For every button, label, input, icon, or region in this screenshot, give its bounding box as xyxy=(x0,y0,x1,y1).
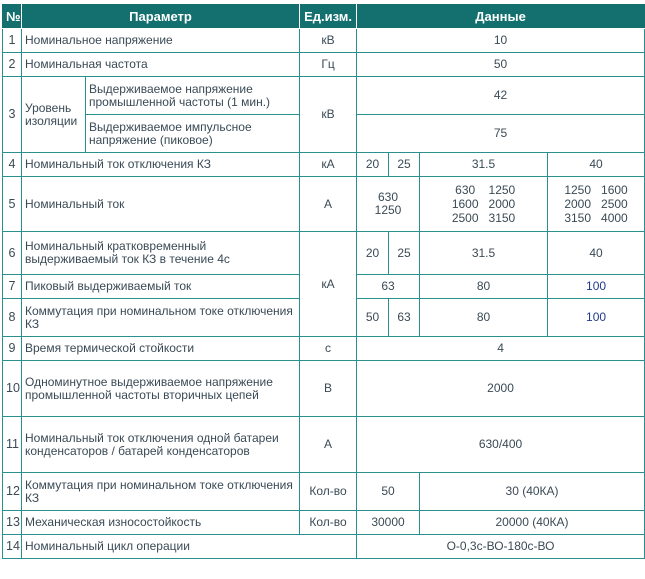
row-param: Номинальная частота xyxy=(22,53,300,77)
row-unit: кА xyxy=(300,153,357,177)
row-unit: А xyxy=(300,177,357,232)
row-num: 13 xyxy=(3,511,22,535)
row-value: 20000 (40КА) xyxy=(420,511,645,535)
current-value: 2500 xyxy=(451,210,479,225)
row-param: Коммутация при номинальном токе отключения КЗ xyxy=(22,473,300,511)
table-row xyxy=(3,29,645,53)
current-value: 3150 xyxy=(564,210,592,225)
header-unit: Ед.изм. xyxy=(300,5,357,29)
row-unit: Гц xyxy=(300,53,357,77)
row-value: 100 xyxy=(548,299,645,337)
row-param: Номинальный ток отключения КЗ xyxy=(22,153,300,177)
row-value: 31.5 xyxy=(420,232,548,275)
row-param: Номинальный ток отключения одной батареи конденсаторов / батарей конденсаторов xyxy=(22,417,300,473)
row-num: 5 xyxy=(3,177,22,232)
row-param: Механическая износостойкость xyxy=(22,511,300,535)
row-unit: Кол-во xyxy=(300,473,357,511)
row-param: Одноминутное выдерживаемое напряжение промышленной частоты вторичных цепей xyxy=(22,361,300,417)
current-value: 1250 xyxy=(374,203,402,217)
row-value: 40 xyxy=(548,153,645,177)
current-value: 630 xyxy=(455,182,476,197)
row-value: 25 xyxy=(389,153,420,177)
current-value: 3150 xyxy=(488,210,516,225)
row-value: 100 xyxy=(548,275,645,299)
row-value: 50 xyxy=(357,473,420,511)
row-value: 63 xyxy=(389,299,420,337)
row-value: 4 xyxy=(357,337,645,361)
row-value: 63 xyxy=(357,275,420,299)
row-value: 30000 xyxy=(357,511,420,535)
row-value: 10 xyxy=(357,29,645,53)
row-num: 8 xyxy=(3,299,22,337)
row-num: 1 xyxy=(3,29,22,53)
table-row xyxy=(3,77,645,115)
row-param: Номинальное напряжение xyxy=(22,29,300,53)
spec-table xyxy=(2,4,645,559)
table-row xyxy=(3,232,645,275)
row-subparam: Выдерживаемое импульсное напряжение (пиковое) xyxy=(86,115,300,153)
row-value: 2000 xyxy=(357,361,645,417)
row-value: 20 xyxy=(357,232,389,275)
current-value: 2500 xyxy=(601,196,628,211)
row-value: 80 xyxy=(420,299,548,337)
row-value: 25 xyxy=(389,232,420,275)
table-row xyxy=(3,53,645,77)
current-value: 2000 xyxy=(488,196,516,211)
current-value: 630 xyxy=(378,190,399,204)
header-data: Данные xyxy=(357,5,645,29)
row-value: 80 xyxy=(420,275,548,299)
table-row xyxy=(3,473,645,511)
current-value: 1250 xyxy=(564,182,592,197)
row-subparam: Выдерживаемое напряжение промышленной частоты (1 мин.) xyxy=(86,77,300,115)
row-unit: кВ xyxy=(300,77,357,153)
row-param: Пиковый выдерживаемый ток xyxy=(22,275,300,299)
row-num: 12 xyxy=(3,473,22,511)
row-value: 42 xyxy=(357,77,645,115)
row-param: Время термической стойкости xyxy=(22,337,300,361)
header-num: № xyxy=(3,5,22,29)
table-row xyxy=(3,417,645,473)
row-value: 20 xyxy=(357,153,389,177)
row-value-group xyxy=(548,177,645,232)
table-row xyxy=(3,361,645,417)
row-value: 75 xyxy=(357,115,645,153)
table-row xyxy=(3,337,645,361)
row-value: 30 (40КА) xyxy=(420,473,645,511)
current-value: 1600 xyxy=(601,182,628,197)
row-param: Номинальный цикл операции xyxy=(22,535,357,559)
table-row xyxy=(3,535,645,559)
row-value: 50 xyxy=(357,53,645,77)
row-num: 7 xyxy=(3,275,22,299)
row-param: Коммутация при номинальном токе отключения КЗ xyxy=(22,299,300,337)
row-num: 14 xyxy=(3,535,22,559)
header-param: Параметр xyxy=(22,5,300,29)
table-header-row xyxy=(3,5,645,29)
current-value: 4000 xyxy=(601,210,628,225)
row-value-group xyxy=(420,177,548,232)
row-unit: кА xyxy=(300,232,357,337)
row-num: 10 xyxy=(3,361,22,417)
row-value: 50 xyxy=(357,299,389,337)
current-value: 1250 xyxy=(488,182,516,197)
table-row xyxy=(3,177,645,232)
row-param: Номинальный ток xyxy=(22,177,300,232)
row-num: 11 xyxy=(3,417,22,473)
row-unit: Кол-во xyxy=(300,511,357,535)
current-value: 1600 xyxy=(451,196,479,211)
row-value: 31.5 xyxy=(420,153,548,177)
row-param: Уровень изоляции xyxy=(22,77,86,153)
row-num: 6 xyxy=(3,232,22,275)
row-unit: В xyxy=(300,361,357,417)
row-unit: с xyxy=(300,337,357,361)
current-value: 2000 xyxy=(564,196,592,211)
row-value: О-0,3с-ВО-180с-ВО xyxy=(357,535,645,559)
row-num: 9 xyxy=(3,337,22,361)
row-num: 3 xyxy=(3,77,22,153)
row-num: 2 xyxy=(3,53,22,77)
row-unit: А xyxy=(300,417,357,473)
row-value: 630/400 xyxy=(357,417,645,473)
table-row xyxy=(3,153,645,177)
row-param: Номинальный кратковременный выдерживаемый ток КЗ в течение 4с xyxy=(22,232,300,275)
row-value: 40 xyxy=(548,232,645,275)
row-value-group xyxy=(357,177,420,232)
row-num: 4 xyxy=(3,153,22,177)
table-row xyxy=(3,511,645,535)
row-unit: кВ xyxy=(300,29,357,53)
